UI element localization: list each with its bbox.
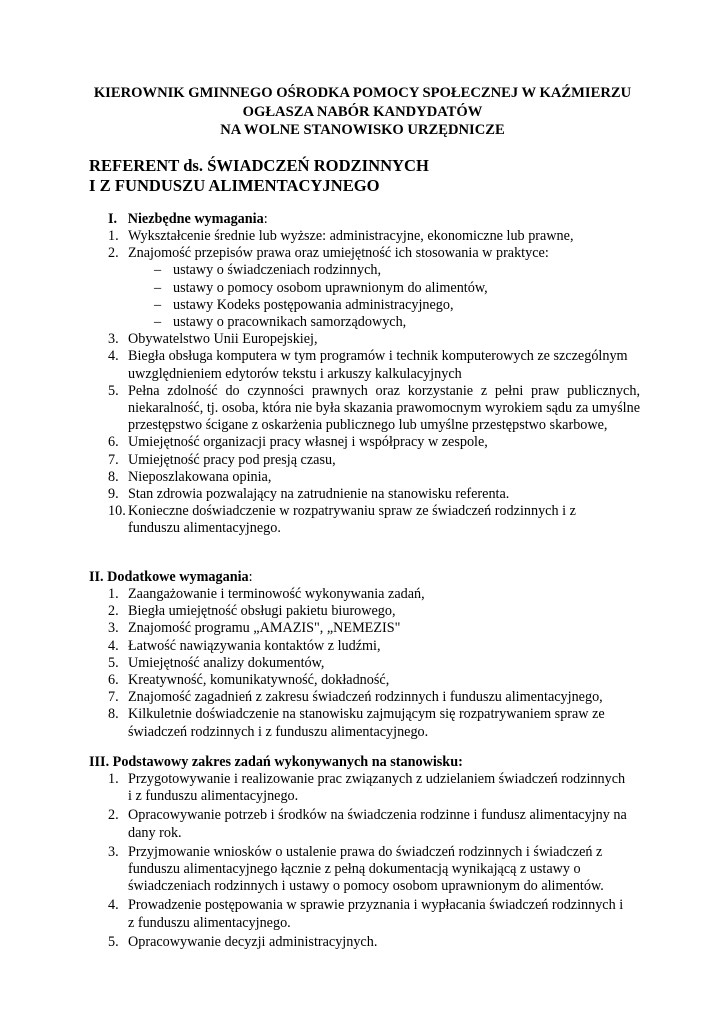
list-item-text: Biegła umiejętność obsługi pakietu biurowego,: [128, 603, 396, 620]
section-1-title: Niezbędne wymagania: [127, 211, 264, 227]
position-title-line-1: REFERENT ds. ŚWIADCZEŃ RODZINNYCH: [89, 156, 429, 175]
sub-list-item: [154, 314, 640, 331]
list-item-text: Zaangażowanie i terminowość wykonywania zadań,: [128, 586, 425, 602]
list-item-number: 5.: [108, 654, 119, 671]
list-item-text: Kilkuletnie doświadczenie na stanowisku zajmującym się rozpatrywaniem spraw ze świadczeń rodzinnych i z funduszu alimentacyjnego.: [128, 706, 605, 740]
list-item: [108, 897, 632, 931]
section-1-number: I.: [108, 211, 118, 227]
sub-list-item-text: ustawy o świadczeniach rodzinnych,: [173, 262, 382, 279]
sub-list-item-text: ustawy o pomocy osobom uprawnionym do alimentów,: [173, 279, 488, 296]
list-item-number: 7.: [108, 689, 119, 706]
section-1-colon: :: [263, 211, 268, 227]
position-title: [89, 156, 429, 195]
header-line-1: KIEROWNIK GMINNEGO OŚRODKA POMOCY SPOŁECZNEJ W KAŹMIERZU: [93, 85, 632, 101]
list-item-text: Umiejętność pracy pod presją czasu,: [128, 451, 336, 468]
list-item-number: 10.: [108, 503, 126, 520]
dash-bullet-icon: –: [154, 279, 162, 296]
sub-list-item-text: ustawy o pracownikach samorządowych,: [173, 314, 407, 331]
sub-list: [128, 262, 640, 331]
list-item: [108, 503, 588, 537]
list-item-number: 3.: [108, 331, 119, 348]
list-item-number: 6.: [108, 434, 119, 451]
position-title-line-2: I Z FUNDUSZU ALIMENTACYJNEGO: [89, 175, 380, 195]
list-item: [108, 603, 632, 620]
list-item-text: Stan zdrowia pozwalający na zatrudnienie na stanowisku referenta.: [128, 486, 510, 503]
list-item-text: Znajomość programu „AMAZIS", „NEMEZIS": [128, 620, 401, 637]
list-item: [108, 348, 640, 382]
list-item: [108, 638, 632, 655]
list-item: [108, 331, 640, 348]
list-item-text: Przyjmowanie wniosków o ustalenie prawa do świadczeń rodzinnych i świadczeń z funduszu alimentacyjnego łącznie z pełną dokumentacją wynikającą z ustawy o świadczeniach rodzinnych i ustawy o pomocy osobom uprawnionym do alimentów.: [128, 843, 604, 895]
section-3-title: III. Podstawowy zakres zadań wykonywanych na stanowisku:: [89, 754, 463, 770]
list-item-number: 8.: [108, 468, 119, 485]
list-item-number: 4.: [108, 348, 119, 365]
list-item-text: Znajomość zagadnień z zakresu świadczeń rodzinnych i funduszu alimentacyjnego,: [128, 689, 603, 706]
list-item-number: 5.: [108, 933, 119, 950]
list-item-number: 3.: [108, 843, 119, 860]
list-item-number: 2.: [108, 807, 119, 824]
list-item-text: Łatwość nawiązywania kontaktów z ludźmi,: [128, 637, 381, 654]
list-item: [108, 245, 640, 331]
list-item: [108, 655, 632, 672]
section-1-list: [108, 228, 640, 538]
list-item: [108, 706, 632, 740]
list-item: [108, 434, 640, 451]
list-item-number: 5.: [108, 382, 119, 399]
list-item-number: 1.: [108, 771, 119, 787]
list-item: [108, 771, 632, 805]
header-line-3: NA WOLNE STANOWISKO URZĘDNICZE: [220, 122, 505, 138]
sub-list-item: [154, 262, 640, 279]
list-item: [108, 228, 640, 245]
list-item-text: Konieczne doświadczenie w rozpatrywaniu spraw ze świadczeń rodzinnych i z funduszu alimentacyjnego.: [128, 503, 576, 537]
list-item-number: 2.: [108, 603, 119, 620]
list-item-number: 2.: [108, 245, 119, 262]
section-2-list: [108, 586, 632, 741]
list-item-text: Znajomość przepisów prawa oraz umiejętność ich stosowania w praktyce:: [128, 245, 549, 262]
list-item: [108, 934, 632, 951]
list-item: [108, 586, 632, 603]
list-item-number: 3.: [108, 620, 119, 637]
list-item-number: 8.: [108, 706, 119, 723]
section-2-title: II. Dodatkowe wymagania: [89, 569, 249, 585]
list-item-number: 7.: [108, 451, 119, 468]
list-item: [108, 469, 640, 486]
list-item-number: 4.: [108, 637, 119, 654]
list-item: [108, 620, 632, 637]
list-item-number: 6.: [108, 672, 119, 689]
section-3-list: [108, 771, 632, 951]
section-2-heading: [89, 569, 253, 586]
list-item: [108, 486, 640, 503]
list-item-text: Umiejętność organizacji pracy własnej i współpracy w zespole,: [128, 434, 488, 451]
list-item-number: 4.: [108, 897, 119, 914]
list-item-text: Umiejętność analizy dokumentów,: [128, 654, 325, 671]
list-item-number: 9.: [108, 486, 119, 503]
list-item-text: Obywatelstwo Unii Europejskiej,: [128, 331, 318, 348]
sub-list-item: [154, 297, 640, 314]
list-item-text: Opracowywanie decyzji administracyjnych.: [128, 933, 378, 950]
list-item: [108, 689, 632, 706]
list-item: [108, 844, 632, 896]
list-item-number: 1.: [108, 228, 119, 244]
sub-list-item: [154, 280, 640, 297]
list-item-text: Opracowywanie potrzeb i środków na świadczenia rodzinne i fundusz alimentacyjny na dany rok.: [128, 807, 627, 841]
list-item-number: 1.: [108, 586, 119, 602]
list-item: [108, 452, 640, 469]
list-item: [108, 672, 632, 689]
list-item-text: Przygotowywanie i realizowanie prac związanych z udzielaniem świadczeń rodzinnych i z funduszu alimentacyjnego.: [128, 771, 626, 805]
list-item-text: Nieposzlakowana opinia,: [128, 468, 272, 485]
list-item: [108, 807, 632, 841]
dash-bullet-icon: –: [154, 262, 162, 279]
dash-bullet-icon: –: [154, 296, 162, 313]
list-item-text: Kreatywność, komunikatywność, dokładność,: [128, 672, 390, 689]
announcement-header: [60, 84, 665, 140]
section-1-heading: [108, 211, 268, 228]
list-item: [108, 383, 640, 435]
list-item-text: Prowadzenie postępowania w sprawie przyznania i wypłacania świadczeń rodzinnych i z funduszu alimentacyjnego.: [128, 897, 624, 931]
list-item-text: Wykształcenie średnie lub wyższe: administracyjne, ekonomiczne lub prawne,: [128, 228, 574, 244]
dash-bullet-icon: –: [154, 314, 162, 331]
section-2-colon: :: [248, 569, 253, 585]
header-line-2: OGŁASZA NABÓR KANDYDATÓW: [242, 103, 483, 120]
list-item-text: Pełna zdolność do czynności prawnych oraz korzystanie z pełni praw publicznych, niekaralność, tj. osoba, która nie była skazania prawomocnym wyrokiem sądu za umyślne przestępstwo ścigane z oskarżenia publicznego lub umyślne przestępstwo skarbowe,: [128, 382, 640, 434]
list-item-text: Biegła obsługa komputera w tym programów i technik komputerowych ze szczególnym uwzględnieniem edytorów tekstu i arkuszy kalkulacyjnych: [128, 348, 628, 382]
section-3-heading: [89, 754, 463, 771]
sub-list-item-text: ustawy Kodeks postępowania administracyjnego,: [173, 296, 454, 313]
